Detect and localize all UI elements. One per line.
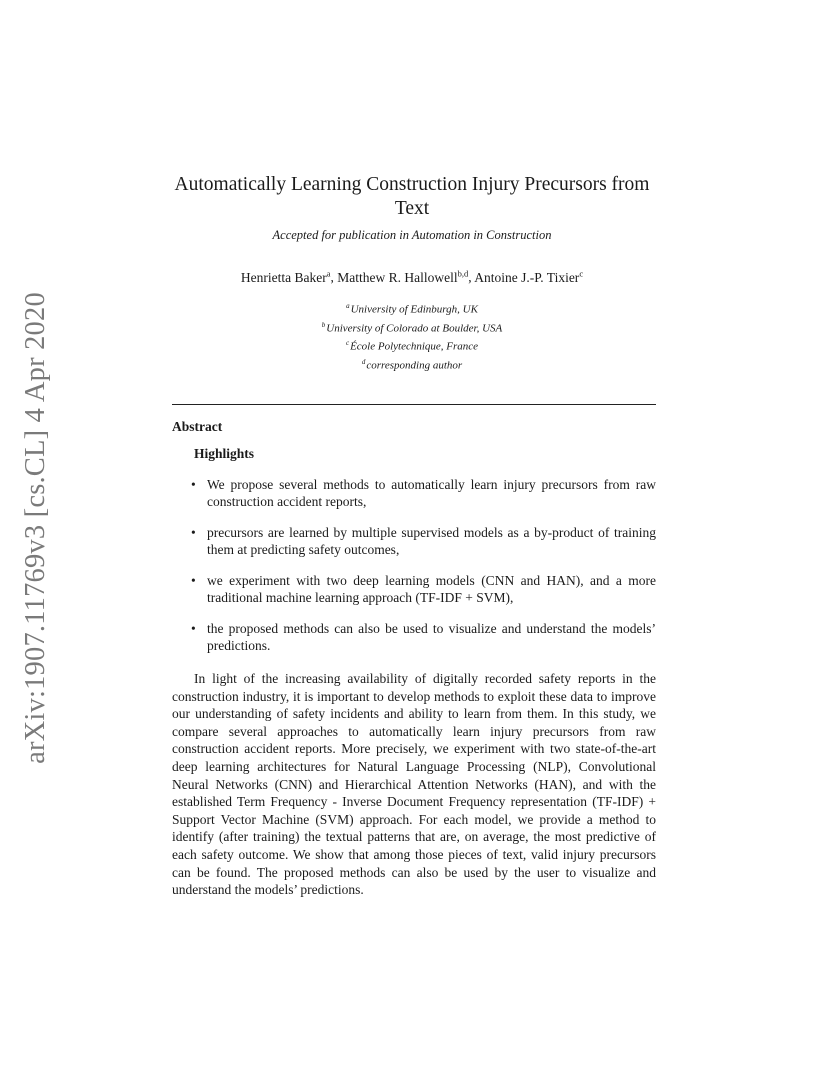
- author-separator: ,: [468, 269, 475, 285]
- highlight-text: the proposed methods can also be used to visualize and understand the models’ predictions.: [207, 621, 656, 653]
- paper-title: [160, 173, 664, 221]
- affiliation-mark: d: [361, 357, 366, 366]
- highlights-heading: Highlights: [194, 446, 255, 461]
- affiliation-text: University of Colorado at Boulder, USA: [326, 322, 503, 335]
- affiliation-text: École Polytechnique, France: [350, 340, 479, 353]
- affiliation-line: [160, 355, 664, 374]
- bullet-icon: •: [191, 525, 196, 540]
- affiliation-mark: c: [345, 339, 350, 348]
- author: [241, 270, 331, 285]
- author-affiliation-mark: a: [326, 268, 331, 278]
- author-affiliation-mark: c: [579, 268, 584, 278]
- arxiv-identifier-stamp: [14, 292, 58, 764]
- paper-title-line-2: Text: [394, 198, 430, 219]
- affiliation-mark: a: [346, 302, 350, 310]
- affiliation-list: [160, 299, 664, 374]
- bullet-icon: •: [191, 621, 196, 636]
- highlight-item: [188, 572, 656, 606]
- affiliation-line: [160, 336, 664, 355]
- author-list: [160, 268, 664, 286]
- author-name: Matthew R. Hallowell: [337, 269, 458, 285]
- affiliation-text: University of Edinburgh, UK: [350, 303, 478, 316]
- paper-title-line-1: Automatically Learning Construction Injury Precursors from: [174, 174, 650, 195]
- bullet-icon: •: [191, 573, 196, 588]
- highlight-text: precursors are learned by multiple supervised models as a by-product of training them at predicting safety outcomes,: [207, 525, 656, 557]
- author: [474, 270, 583, 285]
- author-separator: ,: [330, 269, 338, 285]
- highlight-text: We propose several methods to automatically learn injury precursors from raw construction accident reports,: [207, 477, 656, 509]
- author-affiliation-mark: b,d: [457, 268, 469, 278]
- author: [337, 270, 468, 285]
- highlight-item: [188, 620, 656, 654]
- highlight-item: [188, 476, 656, 510]
- affiliation-line: [160, 299, 664, 318]
- section-divider: [172, 404, 656, 405]
- abstract-heading: Abstract: [172, 419, 223, 434]
- affiliation-text: corresponding author: [366, 359, 463, 372]
- affiliation-line: [160, 318, 664, 337]
- highlight-item: [188, 524, 656, 558]
- bullet-icon: •: [191, 477, 196, 492]
- author-name: Antoine J.-P. Tixier: [474, 269, 580, 285]
- affiliation-mark: b: [321, 320, 326, 329]
- publication-note: Accepted for publication in Automation in Construction: [272, 228, 552, 242]
- highlights-list: [188, 476, 656, 668]
- author-name: Henrietta Baker: [240, 269, 327, 285]
- abstract-body: In light of the increasing availability of digitally recorded safety reports in the construction industry, it is important to develop methods to exploit these data to improve our understanding of safety incidents and ability to learn from them. In this study, we compare several approaches to automatically learn injury precursors from raw construction accident reports. More precisely, we experiment with two state-of-the-art deep learning architectures for Natural Language Processing (NLP), Convolutional Neural Networks (CNN) and Hierarchical Attention Networks (HAN), and with the established Term Frequency - Inverse Document Frequency representation (TF-IDF) + Support Vector Machine (SVM) approach. For each model, we provide a method to identify (after training) the textual patterns that are, on average, the most predictive of each safety outcome. We show that among those pieces of text, valid injury precursors can be found. The proposed methods can also be used by the user to visualize and understand the models’ predictions.: [172, 671, 656, 898]
- arxiv-identifier-text: arXiv:1907.11769v3 [cs.CL] 4 Apr 2020: [20, 292, 52, 764]
- highlight-text: we experiment with two deep learning models (CNN and HAN), and a more traditional machine learning approach (TF-IDF + SVM),: [207, 573, 656, 605]
